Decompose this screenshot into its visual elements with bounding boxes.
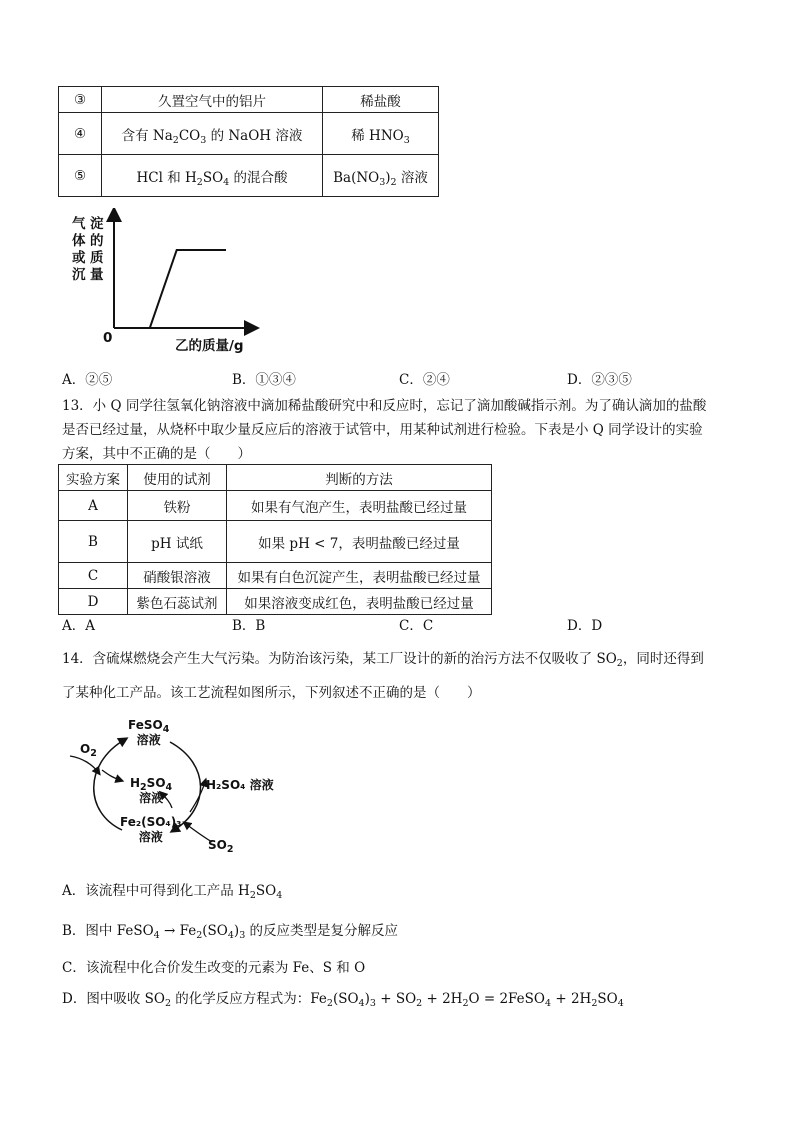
data-line [114,250,226,328]
table-cell: $Ba(NO_3)_2$ 溶液 [323,155,439,197]
question-14-text: 了某种化工产品。该工艺流程如图所示，下列叙述不正确的是（ ） [62,685,481,701]
table-cell: ③ [59,87,102,113]
table-cell: C [59,563,128,589]
table-cell: 稀 $HNO_3$ [323,113,439,155]
o2-label: $O_2$ [80,742,97,759]
table-cell: 久置空气中的铝片 [102,87,323,113]
table-cell: 如果 pH < 7，表明盐酸已经过量 [227,521,492,563]
table-cell: 如果有气泡产生，表明盐酸已经过量 [227,491,492,521]
table-cell: pH 试纸 [128,521,227,563]
option-d[interactable]: D．D [567,618,603,634]
experiment-table [58,464,492,615]
table-cell: D [59,589,128,615]
y-axis-label: 气 体 或 沉 淀 的 质 量 [72,216,104,283]
table-cell: ④ [59,113,102,155]
table-header: 判断的方法 [227,465,492,491]
question-14-text: 14．含硫煤燃烧会产生大气污染。为防治该污染，某工厂设计的新的治污方法不仅吸收了 $SO_2$，同时还得到 [62,651,704,669]
question-13-text: 方案，其中不正确的是（ ） [62,446,251,462]
option-c[interactable]: C．C [399,618,434,634]
graph-origin: 0 [103,330,113,346]
table-cell: 如果有白色沉淀产生，表明盐酸已经过量 [227,563,492,589]
h2so4-inner-label: $H_2SO_4$ 溶液 [130,776,173,805]
option-a[interactable]: A．②⑤ [62,372,113,388]
reagent-table [58,86,439,197]
option-c[interactable]: C．②④ [399,372,450,388]
table-cell: 稀盐酸 [323,87,439,113]
option-b[interactable]: B．图中 FeSO$_4$ → $Fe_2(SO_4)_3$ 的反应类型是复分解反应 [62,923,399,941]
question-13-text: 是否已经过量，从烧杯中取少量反应后的溶液于试管中，用某种试剂进行检验。下表是小 Q 同学设计的实验 [62,422,703,438]
option-d[interactable]: D．②③⑤ [567,372,632,388]
table-cell: B [59,521,128,563]
so2-label: $SO_2$ [208,838,234,855]
option-d[interactable]: D．图中吸收 $SO_2$ 的化学反应方程式为：$Fe_2(SO_4)_3 + SO_2 + 2H_2O$ = 2FeSO$_4$ + $2H_2SO_4$ [62,991,624,1009]
table-header: 使用的试剂 [128,465,227,491]
x-axis-label: 乙的质量/g [175,338,244,354]
table-cell: 紫色石蕊试剂 [128,589,227,615]
option-b[interactable]: B．B [232,618,266,634]
question-13-text: 13．小 Q 同学往氢氧化钠溶液中滴加稀盐酸研究中和反应时，忘记了滴加酸碱指示剂。为了确认滴加的盐酸 [62,398,707,414]
option-c[interactable]: C．该流程中化合价发生改变的元素为 Fe、S 和 O [62,960,366,976]
table-cell: HCl 和 $H_2SO_4$ 的混合酸 [102,155,323,197]
table-cell: A [59,491,128,521]
table-cell: 硝酸银溶液 [128,563,227,589]
option-a[interactable]: A．该流程中可得到化工产品 $H_2SO_4$ [62,883,283,901]
option-a[interactable]: A．A [62,618,95,634]
table-cell: 含有 $Na_2CO_3$ 的 NaOH 溶液 [102,113,323,155]
table-cell: ⑤ [59,155,102,197]
table-header: 实验方案 [59,465,128,491]
option-b[interactable]: B．①③④ [232,372,296,388]
table-cell: 铁粉 [128,491,227,521]
feso4-label: FeSO$_4$ 溶液 [128,718,170,747]
fe2so43-label: Fe₂(SO₄)₃ 溶液 [120,815,182,844]
h2so4-output-label: H₂SO₄ 溶液 [206,778,274,792]
table-cell: 如果溶液变成红色，表明盐酸已经过量 [227,589,492,615]
